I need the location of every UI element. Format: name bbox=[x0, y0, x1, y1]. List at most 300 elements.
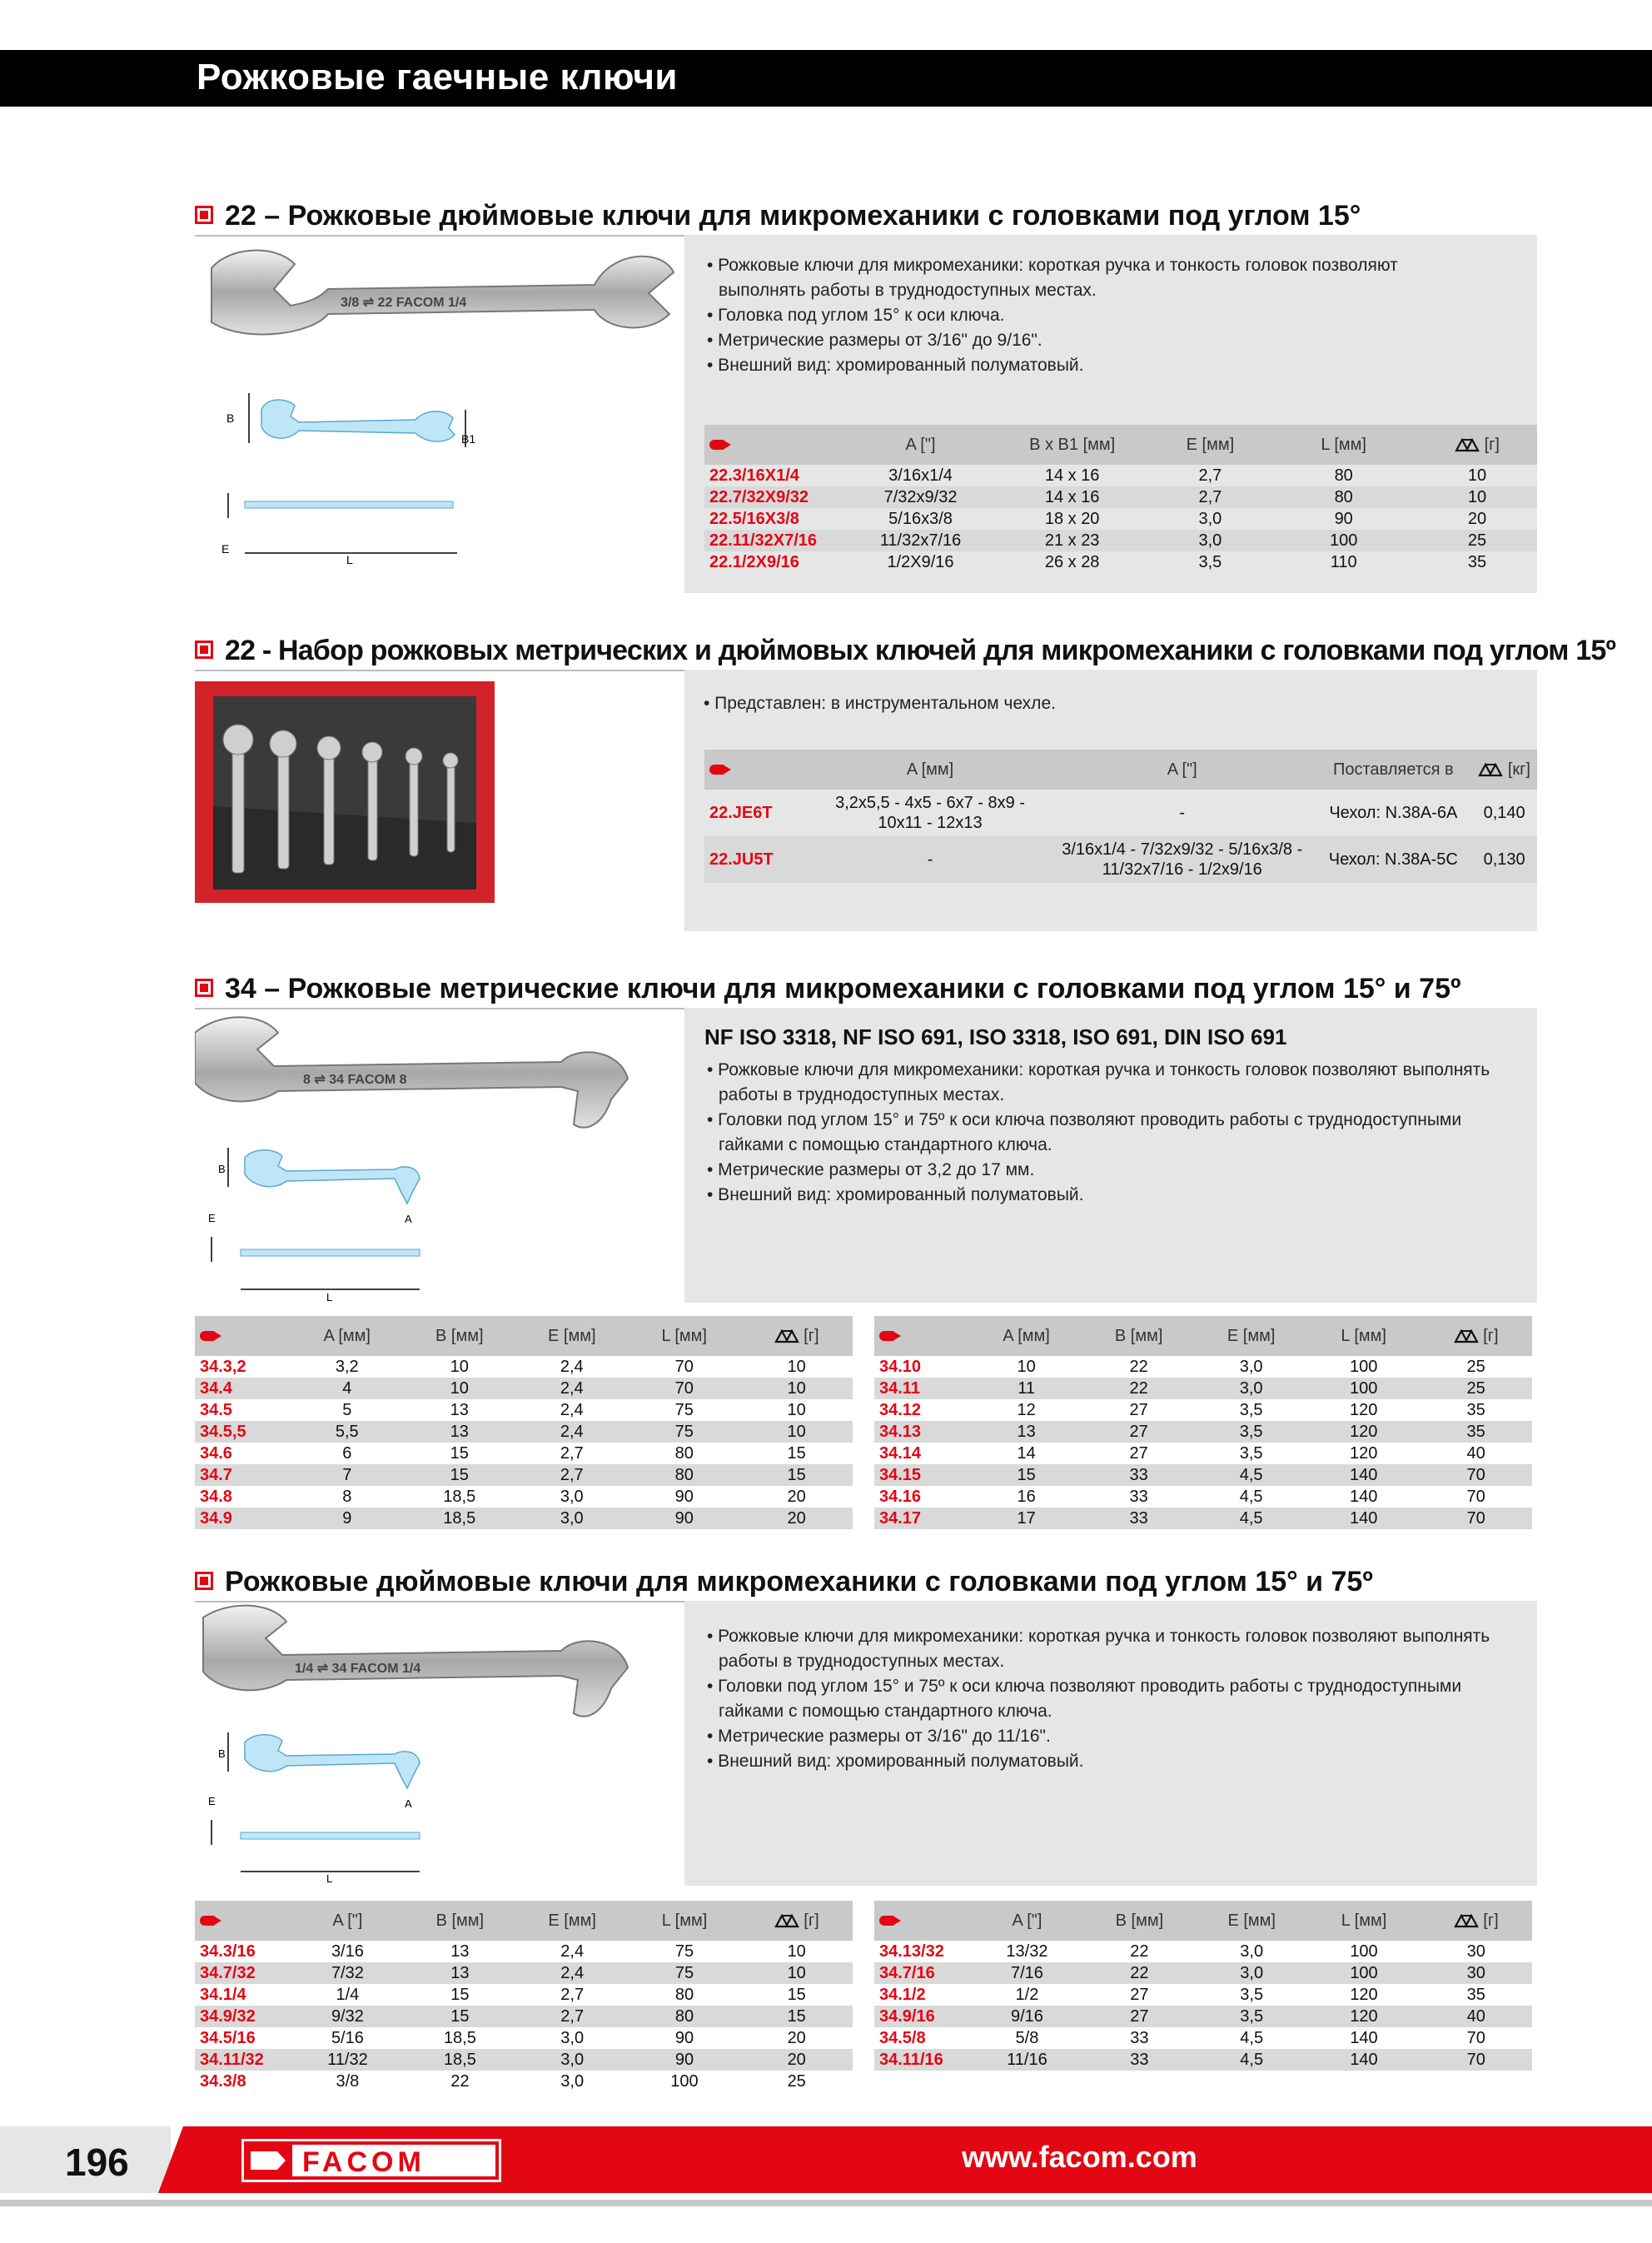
table-cell: 10 bbox=[740, 1378, 853, 1399]
table-cell: 27 bbox=[1129, 1444, 1148, 1463]
column-header: E [мм] bbox=[515, 1316, 628, 1356]
wrench-set-pouch-image bbox=[195, 681, 495, 903]
table-cell: 15 bbox=[740, 1464, 853, 1486]
table-cell: 10 bbox=[403, 1378, 515, 1399]
column-header: E [мм] bbox=[516, 1901, 629, 1941]
column-header: A [мм] bbox=[811, 750, 1049, 790]
table-cell: 100 bbox=[1308, 1962, 1421, 1984]
table-cell: 11/32 bbox=[291, 2049, 404, 2071]
table-cell: 90 bbox=[674, 2029, 694, 2047]
table-cell: 30 bbox=[1420, 1962, 1532, 1984]
table-cell: 6 bbox=[342, 1444, 352, 1463]
table-cell: 3/16x1/4 bbox=[888, 466, 953, 485]
table-cell: 15 bbox=[450, 1986, 470, 2004]
description-bullet: • Внешний вид: хромированный полуматовый. bbox=[707, 356, 1084, 375]
table-cell: 22 bbox=[1083, 1962, 1196, 1984]
table-cell: 70 bbox=[1466, 1488, 1485, 1506]
wrench-photo bbox=[211, 251, 674, 335]
wrench-dimension-diagram bbox=[221, 393, 475, 566]
reference-arrow-icon bbox=[200, 1916, 221, 1926]
table-cell: 100 bbox=[1307, 1378, 1420, 1399]
table-cell: 140 bbox=[1349, 1488, 1378, 1506]
table-cell: 80 bbox=[674, 1444, 694, 1463]
table-cell: 70 bbox=[628, 1378, 740, 1399]
table-cell: 33 bbox=[1129, 1488, 1148, 1506]
product-code: 34.11/16 bbox=[874, 2049, 971, 2071]
table-cell: 17 bbox=[970, 1508, 1082, 1529]
table-cell: 2,4 bbox=[516, 1962, 629, 1984]
table-cell: 9/32 bbox=[291, 2006, 404, 2027]
section-2-description: • Представлен: в инструментальном чехле. bbox=[704, 694, 1056, 713]
column-header: L [мм] bbox=[1308, 1901, 1421, 1941]
column-header: Поставляется в bbox=[1315, 750, 1471, 790]
description-bullet: • Рожковые ключи для микромеханики: короткая ручка и тонкость головок позволяют выполнять работы в труднодоступных местах. bbox=[707, 1060, 1490, 1104]
product-code: 34.7/16 bbox=[874, 1962, 971, 1984]
table-cell: 5/16 bbox=[331, 2029, 364, 2047]
table-row bbox=[874, 2027, 1532, 2049]
product-code: 22.JU5T bbox=[704, 836, 811, 883]
description-bullet: • Головки под углом 15° и 75º к оси ключа позволяют проводить работы с труднодоступными гайками с помощью стандартного ключа. bbox=[707, 1677, 1462, 1721]
section-4-description bbox=[704, 1624, 1520, 1774]
table-cell: 13 bbox=[404, 1962, 516, 1984]
table-cell: 3,5 bbox=[1240, 1986, 1264, 2004]
table-row bbox=[195, 1984, 853, 2006]
table-cell: 10 bbox=[450, 1358, 469, 1376]
product-code: 34.17 bbox=[874, 1508, 970, 1529]
description-bullet: • Рожковые ключи для микромеханики: короткая ручка и тонкость головок позволяют выполнять работы в труднодоступных местах. bbox=[707, 256, 1398, 300]
table-cell: 2,7 bbox=[516, 2006, 629, 2027]
product-code: 34.11 bbox=[874, 1378, 970, 1399]
bullet-square-icon bbox=[195, 979, 213, 997]
table-row bbox=[874, 2006, 1532, 2027]
table-cell: 90 bbox=[1334, 510, 1353, 528]
column-header: [г] bbox=[1417, 425, 1537, 465]
product-code: 22.3/16X1/4 bbox=[709, 466, 799, 485]
table-cell: 140 bbox=[1307, 1464, 1420, 1486]
table-cell: 4,5 bbox=[1196, 2049, 1308, 2071]
table-cell: 9/16 bbox=[971, 2006, 1083, 2027]
table-cell: 2,7 bbox=[560, 1986, 585, 2004]
bullet-square-icon bbox=[195, 1572, 213, 1590]
column-header: L [мм] bbox=[1270, 425, 1417, 465]
section-4-title: Рожковые дюймовые ключи для микромеханики с головками под углом 15° и 75º bbox=[195, 1563, 1537, 1602]
section-3-title: 34 – Рожковые метрические ключи для микромеханики с головками под углом 15° и 75º bbox=[195, 969, 1537, 1009]
product-code: 34.12 bbox=[879, 1401, 922, 1419]
table-cell: 40 bbox=[1466, 1444, 1485, 1463]
table-cell: 2,7 bbox=[1150, 486, 1270, 508]
table-cell: 3/16 bbox=[331, 1942, 364, 1961]
table-cell: 13 bbox=[450, 1401, 469, 1419]
table-cell: 7/32x9/32 bbox=[847, 486, 994, 508]
table-cell: 70 bbox=[1420, 2049, 1532, 2071]
table-row bbox=[874, 1378, 1532, 1399]
table-cell: 15 bbox=[787, 1444, 806, 1463]
facom-logo bbox=[241, 2139, 501, 2182]
table-cell: 70 bbox=[1420, 1508, 1532, 1529]
wrench-photo bbox=[203, 1606, 628, 1717]
table-cell: 10 bbox=[1417, 486, 1537, 508]
column-header: [г] bbox=[1420, 1901, 1532, 1941]
table-row bbox=[704, 508, 1537, 530]
table-cell: 2,4 bbox=[560, 1401, 584, 1419]
table-header-row bbox=[704, 750, 1537, 790]
product-code: 34.7/32 bbox=[195, 1962, 291, 1984]
table-cell: 2,4 bbox=[560, 1942, 585, 1961]
column-header: B [мм] bbox=[1082, 1316, 1195, 1356]
page-title: Рожковые гаечные ключи bbox=[197, 57, 678, 97]
table-cell: 22 bbox=[1130, 1942, 1149, 1961]
description-bullet: • Внешний вид: хромированный полуматовый. bbox=[707, 1185, 1084, 1204]
table-cell: 10 bbox=[787, 1358, 806, 1376]
product-code: 34.3,2 bbox=[200, 1358, 246, 1376]
description-bullet: • Метрические размеры от 3/16" до 9/16". bbox=[707, 331, 1042, 350]
section-3-standards: NF ISO 3318, NF ISO 691, ISO 3318, ISO 691, DIN ISO 691 bbox=[704, 1024, 1287, 1049]
product-code: 34.7 bbox=[195, 1464, 291, 1486]
table-cell: 90 bbox=[628, 1508, 740, 1529]
product-code: 34.13 bbox=[874, 1421, 970, 1443]
section-2-title: 22 - Набор рожковых метрических и дюймовых ключей для микромеханики с головками под углом 15º bbox=[195, 631, 1537, 671]
product-code: 22.7/32X9/32 bbox=[704, 486, 847, 508]
table-cell: 3,5 bbox=[1239, 1401, 1263, 1419]
section-1-table bbox=[704, 425, 1537, 573]
table-cell: 13 bbox=[450, 1942, 470, 1961]
table-row bbox=[874, 1443, 1532, 1464]
column-header: [г] bbox=[740, 1316, 853, 1356]
table-cell: 5/16x3/8 bbox=[888, 510, 953, 528]
table-cell: 70 bbox=[674, 1358, 694, 1376]
column-header: B [мм] bbox=[403, 1316, 515, 1356]
description-bullet: • Внешний вид: хромированный полуматовый. bbox=[707, 1752, 1084, 1771]
column-header: B x B1 [мм] bbox=[994, 425, 1151, 465]
table-cell: 5 bbox=[342, 1401, 352, 1419]
table-row bbox=[704, 530, 1537, 551]
website-url[interactable]: www.facom.com bbox=[962, 2140, 1197, 2174]
table-cell: 100 bbox=[1270, 530, 1417, 551]
product-code: 34.10 bbox=[879, 1358, 922, 1376]
column-header: A [мм] bbox=[291, 1316, 403, 1356]
table-row bbox=[195, 1443, 853, 1464]
table-cell: - bbox=[811, 836, 1049, 883]
weight-scale-icon bbox=[774, 1328, 799, 1343]
table-cell: 25 bbox=[1466, 1358, 1485, 1376]
description-bullet: • Головка под углом 15° к оси ключа. bbox=[707, 306, 1005, 325]
table-row bbox=[874, 1984, 1532, 2006]
table-cell: 80 bbox=[674, 1986, 694, 2004]
table-cell: 18,5 bbox=[403, 1508, 515, 1529]
table-cell: 22 bbox=[1129, 1358, 1148, 1376]
table-row bbox=[874, 1464, 1532, 1486]
table-cell: 120 bbox=[1349, 1444, 1378, 1463]
table-cell: 3,2x5,5 - 4x5 - 6x7 - 8x9 - 10x11 - 12x13 bbox=[835, 794, 1025, 832]
table-cell: 0,130 bbox=[1471, 836, 1537, 883]
table-cell: 3,5 bbox=[1195, 1421, 1307, 1443]
table-cell: 3,0 bbox=[516, 2049, 629, 2071]
reference-column-header bbox=[195, 1901, 291, 1941]
product-code: 34.5 bbox=[200, 1401, 232, 1419]
table-row bbox=[704, 790, 1537, 836]
reference-arrow-icon bbox=[709, 765, 731, 775]
svg-text:L: L bbox=[326, 1291, 333, 1303]
table-cell: 27 bbox=[1130, 1986, 1149, 2004]
weight-scale-icon bbox=[1478, 762, 1503, 777]
reference-arrow-icon bbox=[709, 440, 731, 450]
table-cell: 18,5 bbox=[443, 1488, 476, 1506]
section-4-table-right bbox=[874, 1901, 1532, 2071]
svg-text:E: E bbox=[221, 542, 230, 556]
facom-logo-mark bbox=[244, 2141, 499, 2180]
table-row bbox=[874, 1486, 1532, 1508]
table-header-row bbox=[874, 1901, 1532, 1941]
section-3-table-right bbox=[874, 1316, 1532, 1529]
table-cell: 75 bbox=[628, 1421, 740, 1443]
column-header: [г] bbox=[740, 1901, 853, 1941]
table-cell: 140 bbox=[1308, 2049, 1421, 2071]
column-header: [кг] bbox=[1471, 750, 1537, 790]
table-header-row bbox=[195, 1901, 853, 1941]
table-cell: 15 bbox=[404, 2006, 516, 2027]
table-cell: 15 bbox=[740, 2006, 853, 2027]
table-cell: 14 x 16 bbox=[994, 486, 1151, 508]
column-header: B [мм] bbox=[1083, 1901, 1196, 1941]
table-cell: 5/8 bbox=[1015, 2029, 1039, 2047]
wrench-photo bbox=[195, 1017, 628, 1128]
table-cell: 10 bbox=[787, 1401, 806, 1419]
wrench-22-illustration bbox=[195, 243, 678, 576]
product-code: 34.15 bbox=[874, 1464, 970, 1486]
table-cell: 18 x 20 bbox=[1044, 510, 1100, 528]
table-cell: - bbox=[1179, 804, 1186, 822]
product-code: 34.13/32 bbox=[879, 1942, 944, 1961]
table-cell: 9 bbox=[291, 1508, 403, 1529]
product-code: 34.16 bbox=[879, 1488, 922, 1506]
table-cell: 100 bbox=[1350, 1942, 1378, 1961]
product-code: 34.5,5 bbox=[195, 1421, 291, 1443]
product-code: 34.1/2 bbox=[879, 1986, 926, 2004]
column-header: A ["] bbox=[291, 1901, 404, 1941]
table-cell: 27 bbox=[1082, 1421, 1195, 1443]
table-cell: 2,7 bbox=[515, 1464, 628, 1486]
table-cell: 35 bbox=[1420, 1421, 1532, 1443]
table-cell: 14 x 16 bbox=[1044, 466, 1100, 485]
svg-text:B: B bbox=[218, 1163, 226, 1175]
table-row bbox=[874, 1962, 1532, 1984]
svg-text:E: E bbox=[208, 1212, 216, 1224]
product-code: 34.9/16 bbox=[874, 2006, 971, 2027]
table-row bbox=[195, 1464, 853, 1486]
product-code: 22.5/16X3/8 bbox=[709, 510, 799, 528]
description-bullet: • Метрические размеры от 3/16" до 11/16". bbox=[707, 1727, 1051, 1746]
svg-text:1/4 ⇌ 34 FACOM 1/4: 1/4 ⇌ 34 FACOM 1/4 bbox=[295, 1662, 421, 1676]
table-cell: 3,0 bbox=[1195, 1378, 1307, 1399]
svg-text:B1: B1 bbox=[461, 432, 476, 446]
table-row bbox=[704, 486, 1537, 508]
table-row bbox=[874, 1399, 1532, 1421]
table-cell: 100 bbox=[670, 2072, 699, 2091]
description-bullet: • Рожковые ключи для микромеханики: короткая ручка и тонкость головок позволяют выполнять работы в труднодоступных местах. bbox=[707, 1627, 1490, 1671]
table-header-row bbox=[195, 1316, 853, 1356]
column-header: L [мм] bbox=[1307, 1316, 1420, 1356]
table-row bbox=[874, 1508, 1532, 1529]
description-bullet: • Головки под углом 15° и 75º к оси ключа позволяют проводить работы с труднодоступными гайками с помощью стандартного ключа. bbox=[707, 1110, 1462, 1154]
table-cell: 3,0 bbox=[560, 1488, 584, 1506]
table-cell: 75 bbox=[674, 1942, 694, 1961]
table-row bbox=[195, 1486, 853, 1508]
table-cell: 140 bbox=[1307, 1508, 1420, 1529]
table-cell: 140 bbox=[1350, 2029, 1378, 2047]
table-cell: 35 bbox=[1466, 1401, 1485, 1419]
table-cell: 33 bbox=[1082, 1464, 1195, 1486]
table-cell: 11 bbox=[970, 1378, 1082, 1399]
table-cell: 20 bbox=[1467, 510, 1487, 528]
table-cell: 13 bbox=[970, 1421, 1082, 1443]
bullet-square-icon bbox=[195, 641, 213, 659]
table-cell: 11/32x7/16 bbox=[847, 530, 994, 551]
table-header-row bbox=[704, 425, 1537, 465]
column-header: A ["] bbox=[847, 425, 994, 465]
table-cell: 120 bbox=[1349, 1401, 1378, 1419]
svg-text:L: L bbox=[326, 1872, 333, 1884]
table-cell: 3,0 bbox=[560, 2072, 585, 2091]
weight-scale-icon bbox=[1455, 437, 1480, 452]
wrench-dimension-diagram bbox=[208, 1148, 420, 1303]
reference-column-header bbox=[874, 1316, 970, 1356]
table-cell: 80 bbox=[1334, 466, 1353, 485]
table-cell: 16 bbox=[1017, 1488, 1036, 1506]
column-header: A ["] bbox=[1049, 750, 1315, 790]
table-row bbox=[704, 551, 1537, 573]
table-cell: 4,5 bbox=[1239, 1488, 1263, 1506]
table-cell: 22 bbox=[1082, 1378, 1195, 1399]
table-cell: 10 bbox=[1467, 466, 1487, 485]
table-cell: 4 bbox=[291, 1378, 403, 1399]
weight-scale-icon bbox=[774, 1913, 799, 1928]
table-row bbox=[195, 1421, 853, 1443]
table-cell: 3,0 bbox=[515, 1508, 628, 1529]
table-cell: 1/2 bbox=[1015, 1986, 1039, 2004]
product-code: 34.6 bbox=[200, 1444, 232, 1463]
table-cell: 1/2X9/16 bbox=[887, 553, 954, 571]
product-code: 22.1/2X9/16 bbox=[709, 553, 799, 571]
table-cell: 11/16 bbox=[971, 2049, 1083, 2071]
product-code: 34.14 bbox=[879, 1444, 922, 1463]
table-cell: 2,7 bbox=[1198, 466, 1222, 485]
table-cell: 2,4 bbox=[560, 1358, 584, 1376]
table-cell: 3,2 bbox=[335, 1358, 359, 1376]
reference-column-header bbox=[704, 425, 847, 465]
table-cell: 3,0 bbox=[1198, 510, 1222, 528]
table-cell: 3,5 bbox=[1198, 553, 1222, 571]
table-cell: 22 bbox=[450, 2072, 470, 2091]
table-cell: 10 bbox=[1017, 1358, 1036, 1376]
svg-text:B: B bbox=[226, 411, 235, 425]
table-cell: 25 bbox=[787, 2072, 806, 2091]
product-code: 34.9 bbox=[195, 1508, 291, 1529]
table-cell: 90 bbox=[629, 2049, 741, 2071]
product-code: 34.4 bbox=[195, 1378, 291, 1399]
table-cell: 15 bbox=[970, 1464, 1082, 1486]
table-cell: 15 bbox=[450, 1444, 469, 1463]
table-cell: 4,5 bbox=[1195, 1508, 1307, 1529]
table-cell: 33 bbox=[1130, 2029, 1149, 2047]
table-row bbox=[195, 1508, 853, 1529]
table-cell: 70 bbox=[1420, 1464, 1532, 1486]
table-row bbox=[195, 2049, 853, 2071]
table-cell: Чехол: N.38A-5C bbox=[1315, 836, 1471, 883]
footer-grey-line bbox=[0, 2200, 1652, 2206]
table-cell: 0,140 bbox=[1483, 804, 1525, 822]
section-4-table-left bbox=[195, 1901, 853, 2092]
table-cell: 2,4 bbox=[515, 1378, 628, 1399]
table-cell: 75 bbox=[674, 1401, 694, 1419]
product-code: 34.8 bbox=[200, 1488, 232, 1506]
column-header: B [мм] bbox=[404, 1901, 516, 1941]
column-header: A [мм] bbox=[970, 1316, 1082, 1356]
table-cell: 35 bbox=[1466, 1986, 1485, 2004]
table-cell: 40 bbox=[1420, 2006, 1532, 2027]
table-cell: 26 x 28 bbox=[1044, 553, 1100, 571]
table-cell: 27 bbox=[1129, 1401, 1148, 1419]
table-row bbox=[195, 1399, 853, 1421]
table-row bbox=[874, 1421, 1532, 1443]
table-row bbox=[195, 1962, 853, 1984]
wrench-dimension-diagram bbox=[208, 1732, 420, 1884]
page-number: 196 bbox=[65, 2141, 129, 2184]
svg-text:E: E bbox=[208, 1795, 216, 1807]
table-cell: 110 bbox=[1330, 553, 1357, 571]
svg-text:3/8 ⇌ 22 FACOM 1/4: 3/8 ⇌ 22 FACOM 1/4 bbox=[341, 296, 467, 310]
table-cell: 10 bbox=[740, 1962, 853, 1984]
reference-arrow-icon bbox=[879, 1916, 901, 1926]
table-cell: 12 bbox=[1017, 1401, 1036, 1419]
product-code: 34.5/8 bbox=[879, 2029, 926, 2047]
table-row bbox=[874, 2049, 1532, 2071]
table-header-row bbox=[874, 1316, 1532, 1356]
reference-column-header bbox=[195, 1316, 291, 1356]
table-cell: 3,0 bbox=[1239, 1358, 1263, 1376]
page-number-box bbox=[0, 2126, 171, 2193]
section-2-table bbox=[704, 750, 1537, 883]
table-cell: 35 bbox=[1467, 553, 1487, 571]
reference-column-header bbox=[874, 1901, 971, 1941]
wrench-34-inch-illustration bbox=[195, 1601, 678, 1884]
product-code: 22.11/32X7/16 bbox=[704, 530, 847, 551]
product-code: 34.5/16 bbox=[200, 2029, 256, 2047]
table-cell: Чехол: N.38A-6A bbox=[1329, 804, 1458, 822]
table-row bbox=[195, 1356, 853, 1378]
table-row bbox=[704, 836, 1537, 883]
table-cell: 25 bbox=[1420, 1378, 1532, 1399]
table-cell: 33 bbox=[1083, 2049, 1196, 2071]
table-cell: 33 bbox=[1082, 1508, 1195, 1529]
column-header: [г] bbox=[1420, 1316, 1532, 1356]
svg-text:A: A bbox=[405, 1797, 412, 1810]
table-cell: 10 bbox=[740, 1421, 853, 1443]
table-cell: 18,5 bbox=[443, 2029, 476, 2047]
reference-column-header bbox=[704, 750, 811, 790]
column-header: A ["] bbox=[971, 1901, 1083, 1941]
section-1-description bbox=[704, 253, 1453, 378]
table-cell: 100 bbox=[1349, 1358, 1378, 1376]
table-cell: 120 bbox=[1350, 1986, 1378, 2004]
wrench-34-illustration bbox=[195, 1008, 678, 1308]
table-cell: 3/8 bbox=[336, 2072, 360, 2091]
svg-text:B: B bbox=[218, 1747, 226, 1760]
description-bullet: • Метрические размеры от 3,2 до 17 мм. bbox=[707, 1160, 1035, 1179]
column-header: E [мм] bbox=[1150, 425, 1270, 465]
table-cell: 90 bbox=[674, 1488, 694, 1506]
table-cell: 2,7 bbox=[560, 1444, 584, 1463]
product-code: 34.3/16 bbox=[200, 1942, 256, 1961]
